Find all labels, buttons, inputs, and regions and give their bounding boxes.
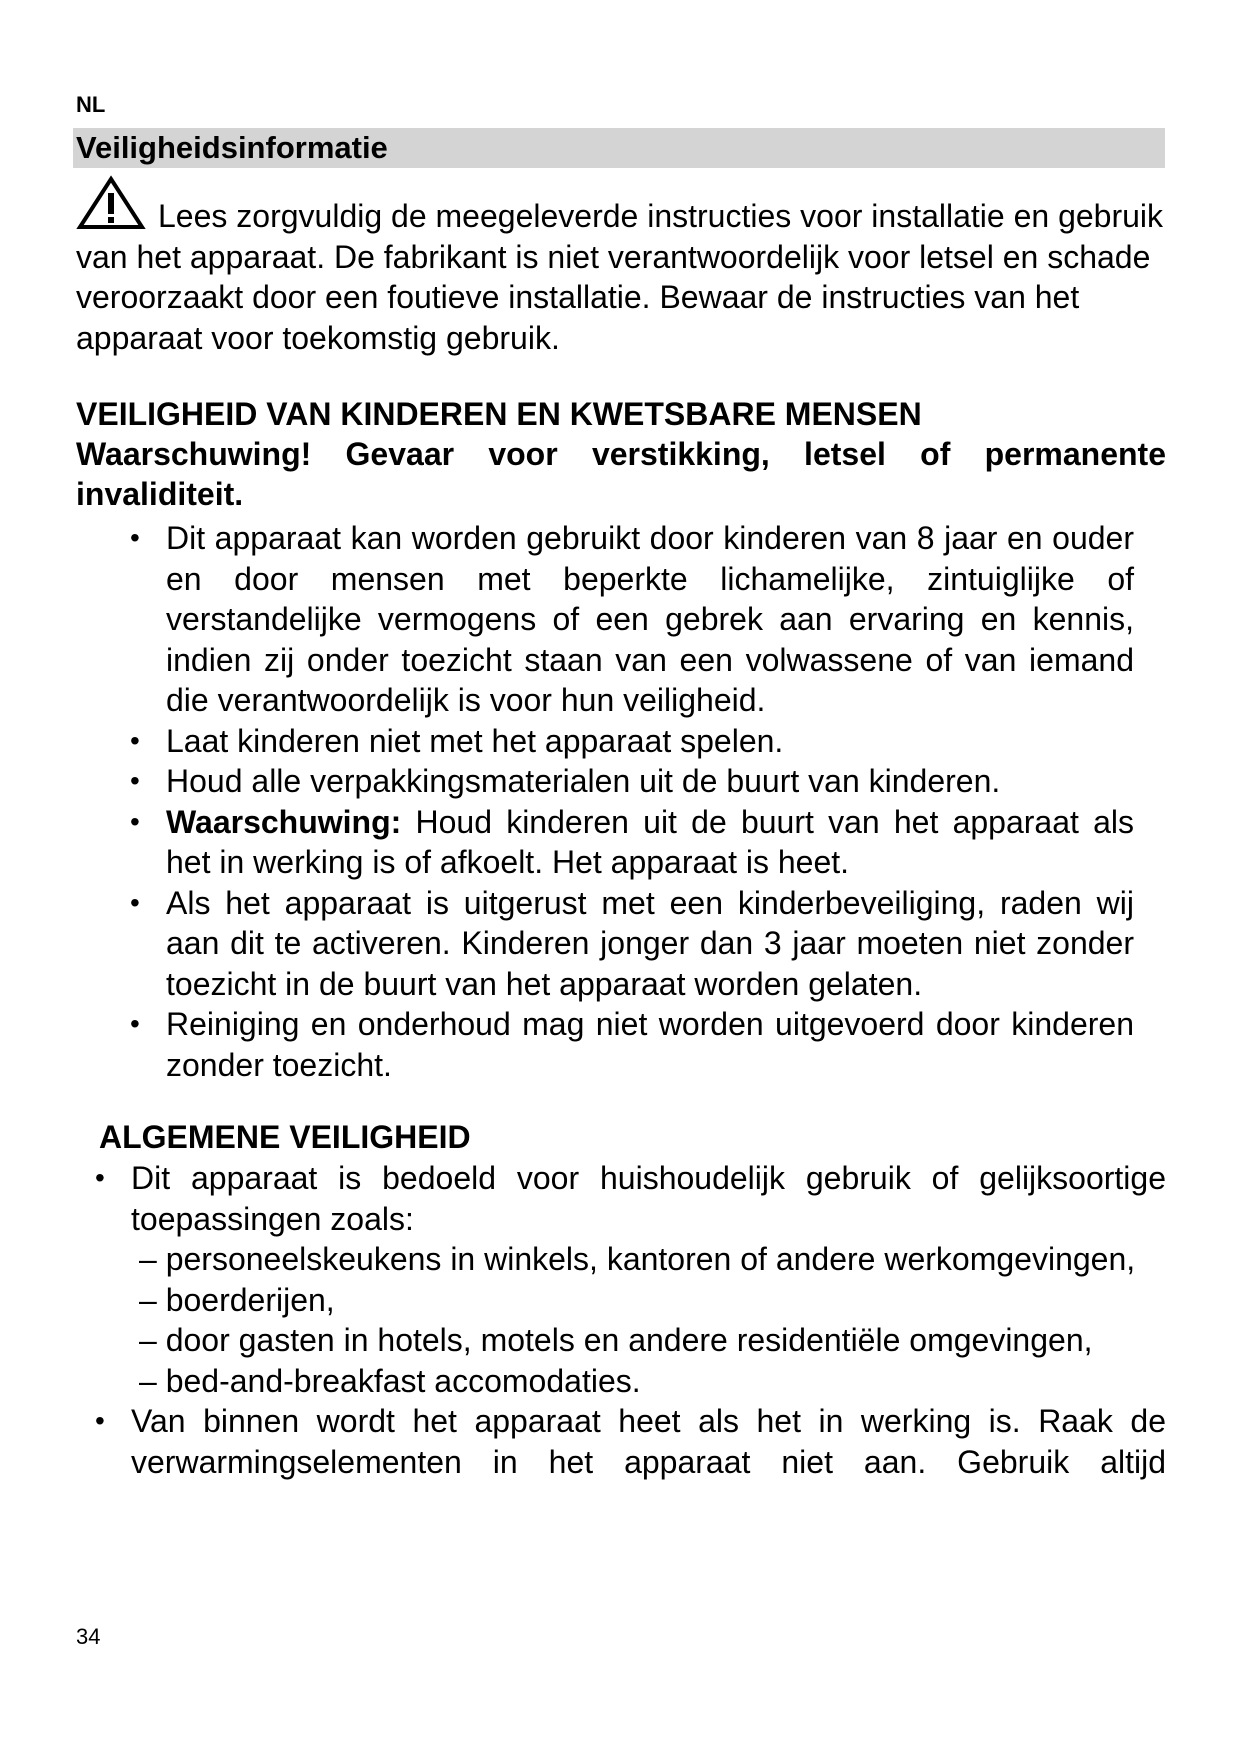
children-safety-list: [130, 518, 1134, 1085]
page-number: 34: [76, 1624, 101, 1649]
warning-triangle-icon: [76, 175, 146, 233]
bullet-icon: •: [130, 522, 140, 553]
bullet-icon: •: [130, 765, 140, 796]
bullet-icon: •: [130, 724, 140, 756]
bullet-icon: •: [130, 1008, 140, 1039]
language-code: NL: [76, 92, 106, 117]
general-safety-list: [95, 1158, 1166, 1482]
intro-paragraph: [76, 175, 1171, 358]
list-item: • Houd alle verpakkingsmaterialen uit de buurt van kinderen.: [166, 761, 1134, 802]
list-item: • Dit apparaat kan worden gebruikt door kinderen van 8 jaar en ouder en door mensen met beperkte lichamelijke, zintuiglijke of verstandelijke vermogens of een gebrek aan ervaring en kennis, indien zij onder toezicht staan van een volwassene of van iemand die verantwoordelijk is voor hun veiligheid.: [130, 520, 1134, 718]
list-item: • Laat kinderen niet met het apparaat spelen.: [166, 721, 1134, 762]
section-title: Veiligheidsinformatie: [76, 130, 388, 165]
bullet-icon: •: [95, 1405, 105, 1436]
list-item: • Van binnen wordt het apparaat heet als het in werking is. Raak de verwarmingselementen in het apparaat niet aan. Gebruik altijd: [95, 1403, 1166, 1480]
children-safety-heading: VEILIGHEID VAN KINDEREN EN KWETSBARE MENSEN: [76, 396, 922, 432]
warning-label: Waarschuwing:: [166, 803, 402, 840]
intro-text: Lees zorgvuldig de meegeleverde instructies voor installatie en gebruik van het apparaat. De fabrikant is niet verantwoordelijk voor letsel en schade veroorzaakt door een foutieve installatie. Bewaar de instructies van het apparaat voor toekomstig gebruik.: [76, 198, 1164, 356]
sub-item: – personeelskeukens in winkels, kantoren of andere werkomgevingen,: [139, 1241, 1136, 1277]
sub-item: – bed-and-breakfast accomodaties.: [139, 1362, 641, 1399]
list-item: • Reiniging en onderhoud mag niet worden uitgevoerd door kinderen zonder toezicht.: [130, 1006, 1134, 1083]
list-item: • Waarschuwing: Houd kinderen uit de buurt van het apparaat als het in werking is of afkoelt. Het apparaat is heet.: [130, 803, 1134, 880]
sub-item: – boerderijen,: [139, 1281, 335, 1318]
general-safety-heading: ALGEMENE VEILIGHEID: [99, 1119, 471, 1155]
bullet-icon: •: [95, 1162, 105, 1193]
sub-item: – door gasten in hotels, motels en andere residentiële omgevingen,: [139, 1322, 1093, 1358]
list-item: • Als het apparaat is uitgerust met een kinderbeveiliging, raden wij aan dit te activeren. Kinderen jonger dan 3 jaar moeten niet zonder toezicht in de buurt van het apparaat worden gelaten.: [130, 884, 1134, 1002]
children-warning: Waarschuwing! Gevaar voor verstikking, letsel of permanente invaliditeit.: [76, 436, 1166, 512]
bullet-icon: •: [130, 805, 140, 837]
bullet-icon: •: [130, 886, 140, 918]
list-item: • Dit apparaat is bedoeld voor huishoudelijk gebruik of gelijksoortige toepassingen zoals: – personeelskeukens in winkels, kantoren of andere werkomgevingen, – boerderijen, – door gasten in hotels, motels en andere residentiële omgevingen, – bed-and-breakfast accomodaties.: [131, 1158, 1166, 1401]
